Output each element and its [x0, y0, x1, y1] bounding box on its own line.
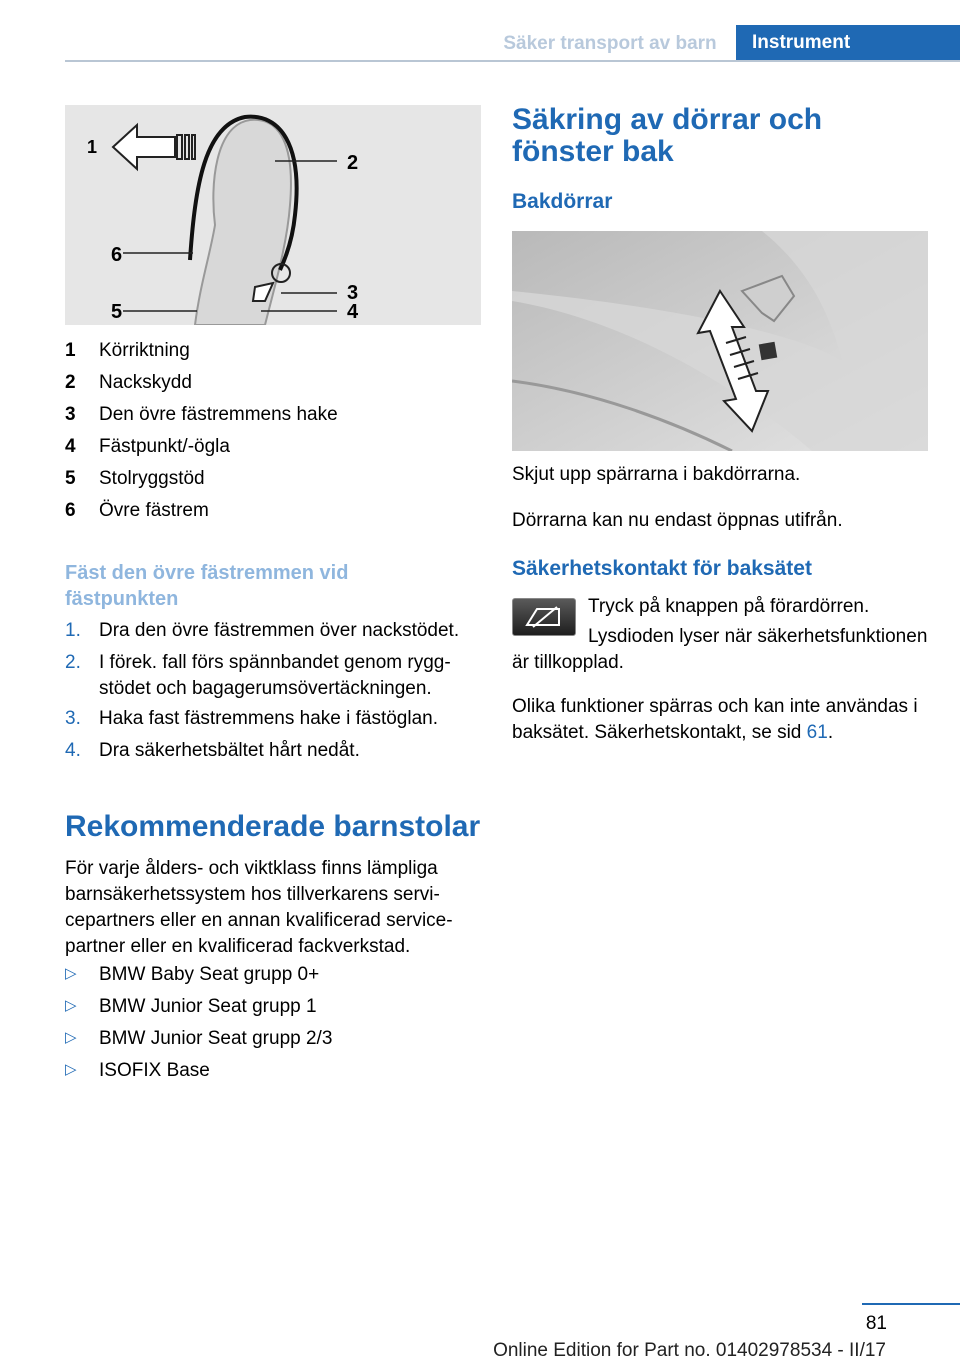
page-number: 81: [865, 1313, 887, 1334]
heading-recommended-child-seats: Rekommenderade barnstolar: [65, 810, 481, 843]
tether-illustration: [65, 105, 481, 325]
child-seat-tether-figure: [65, 105, 481, 325]
footer-edition: Online Edition for Part no. 01402978534 - II/17: [493, 1340, 886, 1361]
figure-label-2: 2: [347, 152, 359, 174]
footer-divider: [862, 1303, 960, 1305]
paragraph-push-up-locks: Skjut upp spärrarna i bakdörrarna.: [512, 464, 801, 485]
figure-label-6: 6: [111, 244, 123, 266]
running-header-tab: Instrument: [736, 25, 960, 62]
figure-label-5: 5: [111, 301, 123, 323]
subheading-tether: Fäst den övre fästremmen vid fästpunkten: [65, 562, 349, 610]
header-divider: [65, 60, 960, 62]
heading-door-window-lock: Säkring av dörrar och fönster bak: [512, 103, 823, 168]
rear-door-lock-figure: [512, 231, 928, 451]
figure-label-3: 3: [347, 282, 359, 304]
heading-rear-doors: Bakdörrar: [512, 190, 613, 213]
running-header-section: Säker transport av barn: [503, 33, 717, 54]
paragraph-press-button: Tryck på knappen på förardörren.: [588, 596, 870, 617]
page-reference-link[interactable]: 61: [806, 722, 828, 743]
paragraph-doors-outside-only: Dörrarna kan nu endast öppnas utifrån.: [512, 510, 843, 531]
heading-rear-safety-switch: Säkerhetskontakt för baksätet: [512, 557, 812, 580]
figure-label-4: 4: [347, 301, 359, 323]
door-lock-illustration: [512, 231, 928, 451]
paragraph-led-lights: Lysdioden lyser när säkerhetsfunktionen är tillkopplad.: [512, 626, 928, 673]
figure-label-1: 1: [87, 137, 98, 157]
intro-paragraph: För varje ålders- och viktklass finns lämpliga barnsäkerhetssystem hos tillverkarens servicepartners eller en annan kvalificerad servicepartner eller en kvalificerad fackverkstad.: [65, 858, 453, 957]
paragraph-functions-locked: Olika funktioner spärras och kan inte användas i baksätet. Säkerhetskontakt, se sid 61.: [512, 696, 918, 743]
